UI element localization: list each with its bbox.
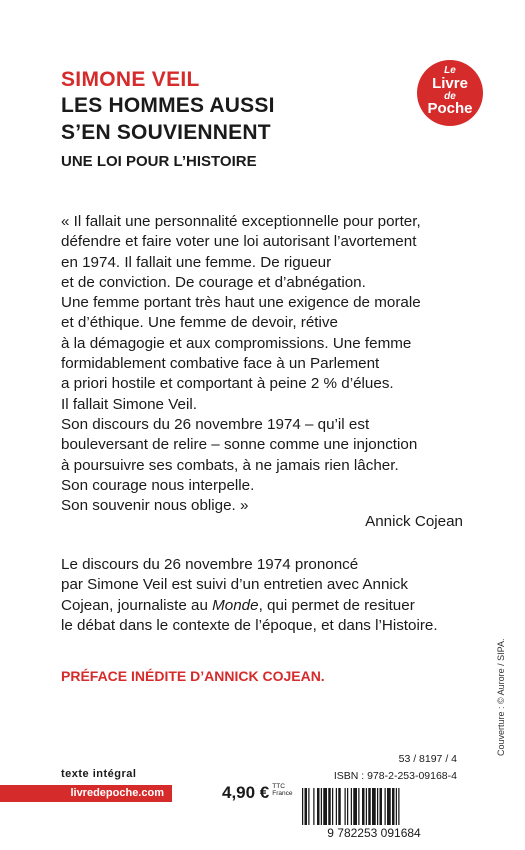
quote-line: défendre et faire voter une loi autorisant l’avortement: [61, 233, 417, 251]
logo-text-le: Le: [444, 65, 456, 76]
logo-text-livre: Livre: [432, 75, 468, 92]
barcode-bar: [305, 788, 308, 825]
website-banner[interactable]: [0, 785, 172, 802]
barcode-bar: [313, 788, 314, 825]
description-line: le débat dans le contexte de l’époque, et dans l’Histoire.: [61, 616, 438, 634]
barcode-bar: [392, 788, 395, 825]
author-name: SIMONE VEIL: [61, 68, 200, 91]
book-subtitle: UNE LOI POUR L’HISTOIRE: [61, 153, 257, 170]
barcode-bar: [396, 788, 397, 825]
title-line: LES HOMMES AUSSI: [61, 94, 275, 117]
barcode-bar: [385, 788, 386, 825]
newspaper-name: Monde: [212, 596, 259, 614]
barcode-bar: [336, 788, 337, 825]
barcode-bar: [317, 788, 320, 825]
quote-signature: Annick Cojean: [365, 513, 463, 530]
description-text: Cojean, journaliste au: [61, 596, 213, 614]
quote-line: Une femme portant très haut une exigence de morale: [61, 294, 421, 312]
cover-credit: Couverture : © Aurore / SIPA.: [496, 638, 506, 756]
barcode-bar: [347, 788, 348, 825]
price-tax-label: [272, 783, 292, 797]
quote-line: en 1974. Il fallait une femme. De rigueur: [61, 253, 332, 271]
barcode-bar: [351, 788, 352, 825]
barcode-bar: [321, 788, 322, 825]
reference-code: 53 / 8197 / 4: [398, 753, 457, 765]
quote-line: Son discours du 26 novembre 1974 – qu’il est: [61, 415, 370, 433]
barcode-bar: [338, 788, 341, 825]
price-amount: 4,90 €: [222, 783, 270, 802]
book-codes: [334, 751, 457, 785]
quote-line: et d’éthique. Une femme de devoir, rétive: [61, 314, 338, 332]
barcode-bar: [323, 788, 327, 825]
barcode-bar: [358, 788, 359, 825]
barcode-bar: [380, 788, 383, 825]
preface-note: PRÉFACE INÉDITE D’ANNICK COJEAN.: [61, 668, 325, 684]
logo-text-de: de: [444, 91, 456, 102]
texte-integral-label: texte intégral: [61, 768, 137, 780]
barcode-bar: [372, 788, 376, 825]
barcode-bar: [345, 788, 346, 825]
barcode-bar: [368, 788, 371, 825]
quote-line: Il fallait Simone Veil.: [61, 395, 197, 413]
barcode-bar: [387, 788, 391, 825]
website-link[interactable]: livredepoche.com: [70, 787, 164, 799]
title-line: S’EN SOUVIENNENT: [61, 121, 271, 144]
barcode-digits: 9 782253 091684: [327, 826, 421, 838]
description-text: , qui permet de resituer: [258, 596, 415, 614]
barcode-bar: [398, 788, 399, 825]
description-line: [61, 596, 438, 616]
barcode-bar: [366, 788, 367, 825]
price-country: France: [272, 790, 293, 797]
quote-line: à la démagogie et aux compromissions. Une femme: [61, 334, 412, 352]
quote-line: et de conviction. De courage et d’abnégation.: [61, 273, 366, 291]
quote-line: Son courage nous interpelle.: [61, 476, 255, 494]
isbn: ISBN : 978-2-253-09168-4: [333, 770, 457, 782]
quote-line: a priori hostile et comportant à peine 2 % d’élues.: [61, 375, 394, 393]
barcode-bar: [328, 788, 331, 825]
blurb-quote: [61, 212, 461, 516]
publisher-logo: [417, 60, 483, 126]
barcode-bar: [353, 788, 357, 825]
price-ttc: TTC: [272, 783, 285, 790]
barcode-bar: [362, 788, 365, 825]
quote-line: à poursuivre ses combats, à ne jamais rien lâcher.: [61, 456, 399, 474]
barcode: [292, 788, 457, 838]
barcode-bar: [377, 788, 378, 825]
description-line: par Simone Veil est suivi d’un entretien avec Annick: [61, 576, 408, 594]
barcode-bar: [308, 788, 309, 825]
quote-line: Son souvenir nous oblige. »: [61, 497, 249, 515]
quote-line: formidablement combative face à un Parlement: [61, 355, 380, 373]
price: [222, 783, 293, 803]
barcode-bar: [302, 788, 303, 825]
barcode-bar: [332, 788, 333, 825]
quote-line: bouleversant de relire – sonne comme une injonction: [61, 436, 418, 454]
quote-line: « Il fallait une personnalité exceptionnelle pour porter,: [61, 213, 421, 230]
book-title: [61, 92, 275, 146]
description-line: Le discours du 26 novembre 1974 prononcé: [61, 556, 359, 573]
book-description: [61, 555, 438, 636]
logo-text-poche: Poche: [427, 100, 473, 117]
